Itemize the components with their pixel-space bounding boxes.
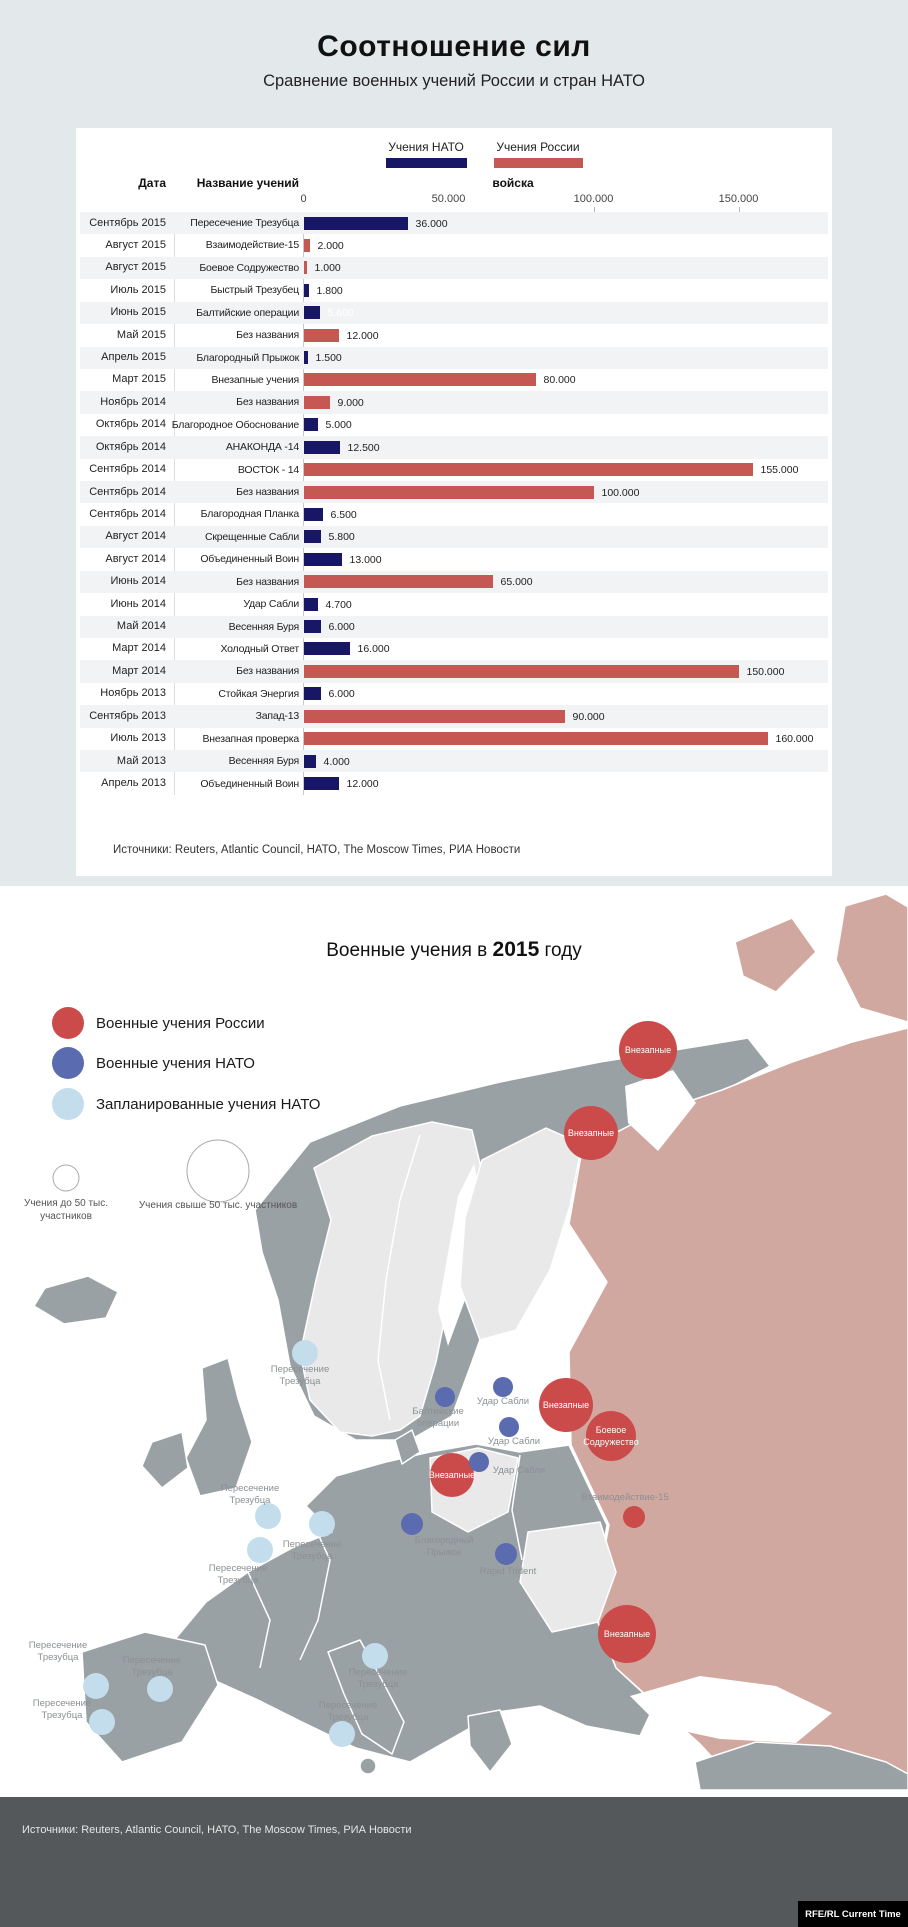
map-marker-nato [499,1417,519,1437]
row-date: Октябрь 2014 [95,418,166,431]
bar-value-label: 160.000 [775,733,814,746]
map-marker-planned [147,1676,173,1702]
row-date: Сентябрь 2015 [89,216,166,229]
row-date: Сентябрь 2013 [89,709,166,722]
row-date: Май 2013 [116,754,166,767]
map-marker-label: Трезубца [291,1551,333,1562]
map-marker-label: Пересечение [270,1364,330,1375]
map-marker-label: Трезубца [357,1679,399,1690]
chart-legend-label: Учения НАТО [388,140,464,154]
map-marker-planned [362,1643,388,1669]
bar [304,710,565,723]
bar-value-label: 2.000 [317,239,344,252]
map-legend-label: Военные учения России [96,1014,265,1032]
row-name: Взаимодействие-15 [205,239,299,252]
row-date: Август 2014 [105,552,166,565]
map-marker-label: Внезапные [542,1400,590,1410]
map-land-sicily [360,1758,376,1774]
map-marker-label: Rapid Trident [479,1566,537,1577]
map-marker-label: Пересечение [318,1700,378,1711]
row-date: Май 2015 [116,328,166,341]
bar-value-label: 100.000 [601,486,640,499]
bar [304,441,340,454]
map-marker-russia [586,1411,636,1461]
map-marker-label: операции [416,1418,460,1429]
bar-value-label: 90.000 [572,710,605,723]
map-marker-label: Удар Сабли [476,1396,530,1407]
map-marker-label: Балтийские [412,1406,464,1417]
bar-value-label: 1.800 [316,284,343,297]
map-legend-label: Военные учения НАТО [96,1054,255,1072]
footer-sources: Источники: Reuters, Atlantic Council, НАТО, The Moscow Times, РИА Новости [22,1824,412,1836]
map-marker-label: Пересечение [220,1483,280,1494]
map-land-ireland [142,1432,188,1488]
row-date: Август 2015 [105,238,166,251]
row-name: Пересечение Трезубца [190,217,299,229]
map-marker-label: Взаимодействие-15 [581,1492,669,1503]
bar [304,418,318,431]
map-marker-label: Боевое [595,1425,627,1435]
map-marker-label: Трезубца [279,1376,321,1387]
map-land-novaya-zemlya [836,894,908,1022]
row-name: Стойкая Энергия [218,687,299,700]
bar [304,261,307,274]
row-date: Июнь 2015 [110,306,166,319]
row-name: Без названия [236,396,299,409]
map-legend-label: Запланированные учения НАТО [96,1095,321,1113]
row-date: Июль 2013 [110,732,166,745]
row-date: Июнь 2014 [110,575,166,588]
bar-value-label: 1.500 [315,352,342,365]
map-land-iceland [34,1276,118,1324]
map-marker-label: Пересечение [348,1667,408,1678]
row-name: Объединенный Воин [200,777,299,790]
row-date: Август 2015 [105,261,166,274]
map-marker-planned [255,1503,281,1529]
bar [304,239,310,252]
row-date: Сентябрь 2014 [89,463,166,476]
bar [304,732,768,745]
map-marker-label: Удар Сабли [487,1436,541,1447]
bar [304,329,339,342]
row-name: ВОСТОК - 14 [237,463,299,476]
row-date: Апрель 2015 [101,351,166,364]
row-name: Боевое Содружество [199,261,299,274]
map-title-suffix: году [539,940,582,961]
map-marker-nato [495,1543,517,1565]
bar [304,351,308,364]
bar [304,373,536,386]
bar-value-label: 36.000 [415,217,448,230]
size-legend-large-label: Учения свыше 50 тыс. участников [138,1200,298,1211]
bar [304,598,318,611]
row-date: Июль 2015 [110,283,166,296]
row-name: Весенняя Буря [228,620,299,633]
bar-value-label: 12.000 [346,329,379,342]
bar-value-label: 9.000 [337,396,364,409]
row-name: Балтийские операции [196,306,299,319]
chart-sources: Источники: Reuters, Atlantic Council, НАТО, The Moscow Times, РИА Новости [113,844,521,856]
bar-value-label: 80.000 [543,374,576,387]
map-marker-label: Внезапные [428,1470,476,1480]
map-marker-nato [493,1377,513,1397]
column-header-name: Название учений [196,176,299,190]
row-date: Апрель 2013 [101,777,166,789]
row-name: Скрещенные Сабли [205,530,299,543]
map-marker-label: Трезубца [217,1575,259,1586]
size-legend-large-circle [187,1140,249,1202]
map-marker-label: Пересечение [28,1640,88,1651]
bar-value-label: 65.000 [500,576,533,589]
map-marker-planned [309,1511,335,1537]
map-marker-russia [623,1506,645,1528]
row-name: Удар Сабли [243,598,299,611]
map-marker-label: Внезапные [603,1629,651,1639]
row-date: Март 2015 [112,373,166,386]
bar-value-label: 12.000 [346,778,379,790]
map-marker-label: Трезубца [41,1710,83,1721]
bar [304,508,323,521]
map-marker-label: Пересечение [32,1698,92,1709]
map-marker-label: Внезапные [567,1128,615,1138]
map-marker-label: Внезапные [624,1045,672,1055]
bar-value-label: 6.000 [328,688,355,701]
map-marker-planned [329,1721,355,1747]
row-date: Ноябрь 2014 [100,395,166,408]
row-name: Без названия [236,329,299,342]
bar [304,620,321,633]
bar [304,463,753,476]
axis-tick-label: 100.000 [573,193,614,205]
axis-tick-label: 0 [300,193,307,205]
map-land-arctic-island [735,918,816,992]
map-land-great-britain [186,1358,252,1496]
bar-value-label: 4.000 [323,755,350,768]
bar [304,755,316,768]
map-marker-label: Благородный [414,1535,474,1546]
map-marker-planned [89,1709,115,1735]
bar [304,553,342,566]
bar [304,530,321,543]
bar-value-label: 5.600 [327,307,354,320]
bar [304,665,739,678]
bar-value-label: 6.000 [328,621,355,634]
map-land-greece [468,1710,512,1772]
bar-value-label: 150.000 [746,665,785,678]
rferl-logo: RFE/RL Current Time [798,1901,908,1927]
bar-value-label: 1.000 [314,262,341,275]
row-name: АНАКОНДА -14 [225,441,299,454]
map-marker-label: Пересечение [122,1655,182,1666]
map-title-prefix: Военные учения в [326,940,493,961]
axis-tick-label: 150.000 [718,193,759,205]
bar [304,575,493,588]
row-date: Сентябрь 2014 [89,485,166,498]
bar [304,217,408,230]
chart-legend-swatch [494,158,583,168]
row-date: Сентябрь 2014 [89,507,166,520]
row-name: Благородное Обоснование [171,418,299,431]
row-name: Благородная Планка [200,508,299,521]
row-name: Без названия [236,665,299,678]
page-subtitle: Сравнение военных учений России и стран НАТО [263,72,645,90]
page-title: Соотношение сил [317,30,591,63]
map-marker-label: Трезубца [131,1667,173,1678]
bar-value-label: 5.000 [325,419,352,432]
bar [304,777,339,790]
row-name: Запад-13 [255,710,299,723]
row-name: Быстрый Трезубец [210,284,299,297]
chart-legend-label: Учения России [496,140,580,154]
map-marker-nato [401,1513,423,1535]
map-marker-label: Трезубца [327,1712,369,1723]
row-date: Март 2014 [112,664,166,677]
row-name: Внезапная проверка [202,732,299,745]
bar-value-label: 155.000 [760,464,799,477]
column-header-troops: войска [492,176,534,190]
map-marker-label: Удар Сабли [492,1465,546,1476]
row-name: Холодный Ответ [220,642,299,655]
row-name: Без названия [236,486,299,499]
bar-value-label: 4.700 [325,598,352,611]
map-marker-planned [292,1340,318,1366]
map-marker-label: Прыжок [426,1547,462,1558]
row-date: Ноябрь 2013 [100,687,166,700]
map-marker-nato [435,1387,455,1407]
map-marker-label: Содружество [583,1437,639,1447]
map-marker-nato [469,1452,489,1472]
map-marker-label: Трезубца [37,1652,79,1663]
bar [304,687,321,700]
axis-tick-label: 50.000 [431,193,466,205]
row-date: Март 2014 [112,642,166,655]
row-name: Объединенный Воин [200,553,299,566]
row-date: Октябрь 2014 [95,440,166,453]
map-marker-planned [83,1673,109,1699]
bar [304,284,309,297]
bar-value-label: 16.000 [357,643,390,656]
row-date: Август 2014 [105,530,166,543]
size-legend-small-label: участников [40,1211,92,1222]
map-marker-label: Трезубца [229,1495,271,1506]
size-legend-small-circle [53,1165,79,1191]
column-header-date: Дата [138,176,166,190]
footer-bar [0,1797,908,1927]
bar-value-label: 5.800 [328,531,355,544]
bar [304,306,320,319]
bar [304,486,594,499]
bar [304,396,330,409]
row-date: Май 2014 [116,620,166,633]
size-legend-small-label: Учения до 50 тыс. [23,1198,109,1209]
row-date: Июнь 2014 [110,597,166,610]
map-marker-label: Пересечение [282,1539,342,1550]
row-name: Внезапные учения [211,373,299,386]
map-title-year: 2015 [492,938,540,961]
row-name: Без названия [236,575,299,588]
row-name: Весенняя Буря [228,755,299,768]
chart-legend-swatch [386,158,467,168]
row-name: Благородный Прыжок [196,351,299,364]
bar [304,642,350,655]
map-marker-label: Пересечение [208,1563,268,1574]
bar-value-label: 13.000 [349,553,382,566]
bar-value-label: 12.500 [347,441,380,454]
map-marker-planned [247,1537,273,1563]
map-size-legend [24,1140,297,1222]
europe-map [0,886,908,1797]
bar-value-label: 6.500 [330,508,357,521]
